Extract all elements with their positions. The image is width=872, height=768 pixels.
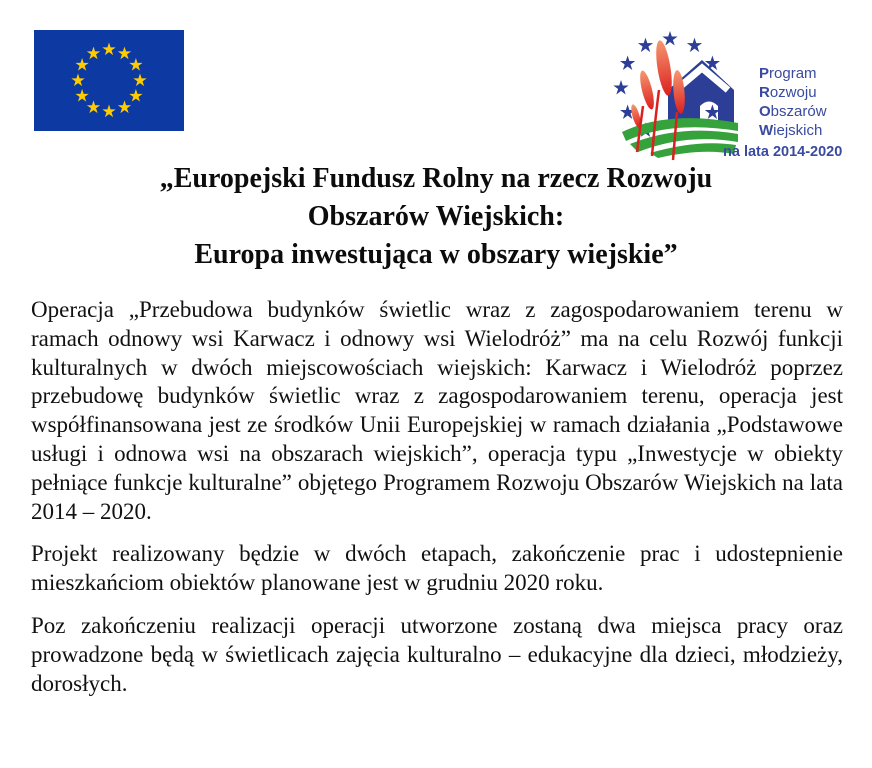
page-title	[0, 160, 872, 274]
paragraph-operation-description: Operacja „Przebudowa budynków świetlic wraz z zagospodarowaniem terenu w ramach odnowy wsi Karwacz i odnowy wsi Wielodróż” ma na celu Rozwój funkcji kulturalnych w dwóch miejscowościach wiejskich: Karwacz i Wielodróż poprzez przebudowę budynków świetlic wraz z zagospodarowaniem terenu, operacja jest współfinansowana jest ze środków Unii Europejskiej w ramach działania „Podstawowe usługi i odnowa wsi na obszarach wiejskich”, operacja typu „Inwestycje w obiekty pełniące funkcje kulturalne” objętego Programem Rozwoju Obszarów Wiejskich na lata 2014 – 2020.	[31, 297, 843, 524]
prow-word: Obszarów	[759, 103, 827, 120]
prow-logo-text	[723, 24, 843, 162]
prow-logo	[606, 24, 842, 162]
page-title-line: Europa inwestująca w obszary wiejskie”	[194, 239, 678, 270]
prow-word: Program	[759, 65, 817, 82]
prow-word: Wiejskich	[759, 122, 823, 139]
prow-word: Rozwoju	[759, 84, 817, 101]
body-text	[31, 296, 843, 712]
page-title-line: Obszarów Wiejskich:	[307, 201, 565, 232]
prow-years-label: na lata 2014-2020	[723, 144, 843, 160]
paragraph-project-schedule: Projekt realizowany będzie w dwóch etapach, zakończenie prac i udostepnienie mieszkańciom obiektów planowane jest w grudniu 2020 roku.	[31, 541, 843, 596]
eu-flag-icon	[34, 30, 184, 131]
prow-emblem-icon	[606, 24, 754, 162]
page-title-line: „Europejski Fundusz Rolny na rzecz Rozwoju	[159, 163, 713, 194]
paragraph-project-results: Poz zakończeniu realizacji operacji utworzone zostaną dwa miejsca pracy oraz prowadzone będą w świetlicach zajęcia kulturalno – edukacyjne dla dzieci, młodzieży, dorosłych.	[31, 612, 843, 696]
